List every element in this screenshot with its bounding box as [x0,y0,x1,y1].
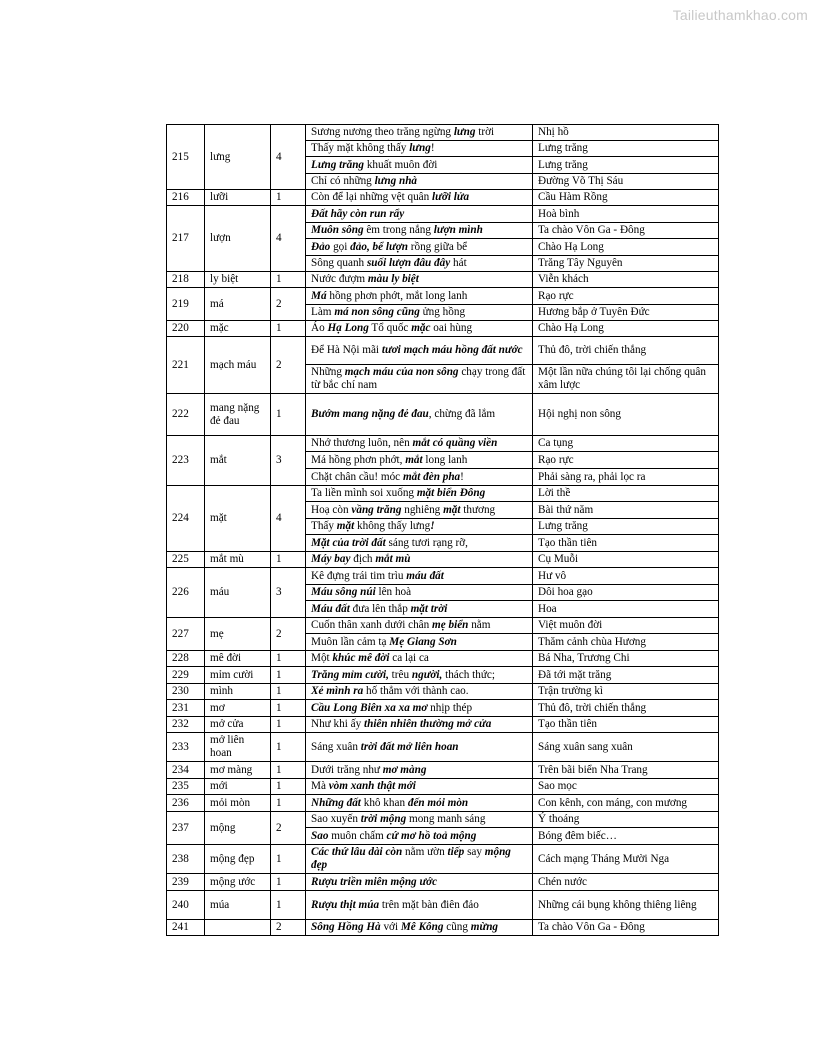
example-line: Sao muôn chấm cứ mơ hồ toả mộng [306,828,533,845]
entry-number: 227 [167,618,205,651]
example-line: Ta liền mình soi xuống mặt biển Đông [306,486,533,502]
entry-word: lưng [205,125,271,190]
example-line: Đảo gọi đảo, bể lượn rồng giữa bể [306,239,533,256]
entry-number: 220 [167,321,205,337]
source-title: Con kênh, con máng, con mương [533,795,719,812]
entry-number: 225 [167,552,205,568]
entry-count: 1 [271,552,306,568]
entry-word: mở liên hoan [205,733,271,762]
entry-number: 241 [167,920,205,936]
entry-word: mơ [205,700,271,717]
table-row [167,795,719,812]
entry-word: mơ màng [205,762,271,779]
example-line: Rượu thịt múa trên mặt bàn điên đảo [306,891,533,920]
entry-number: 216 [167,190,205,206]
entry-count: 1 [271,684,306,700]
entry-number: 223 [167,436,205,486]
table-row [167,812,719,828]
entry-count: 4 [271,486,306,552]
example-line: Muôn lần cảm tạ Mẹ Giang Sơn [306,634,533,651]
entry-word: lưỡi [205,190,271,206]
entry-count: 1 [271,272,306,288]
table-row [167,891,719,920]
entry-count: 4 [271,125,306,190]
source-title: Lưng trăng [533,519,719,535]
example-line: Các thứ lâu dài còn nằm ườn tiếp say mộng đẹp [306,845,533,874]
table-row [167,206,719,223]
entry-word: mê đời [205,651,271,667]
entry-count: 1 [271,874,306,891]
table-row [167,651,719,667]
entry-number: 217 [167,206,205,272]
source-title: Chào Hạ Long [533,321,719,337]
table-row [167,552,719,568]
entry-word: mộng ước [205,874,271,891]
source-title: Chén nước [533,874,719,891]
entry-word: mặt [205,486,271,552]
entry-number: 221 [167,337,205,394]
source-title: Tạo thần tiên [533,535,719,552]
entry-word: ly biệt [205,272,271,288]
source-title: Lưng trăng [533,141,719,157]
example-line: Nước đượm màu ly biệt [306,272,533,288]
entry-count: 1 [271,717,306,733]
source-title: Tạo thần tiên [533,717,719,733]
entry-word: múa [205,891,271,920]
entry-number: 229 [167,667,205,684]
entry-count: 1 [271,762,306,779]
source-title: Những cái bụng không thiêng liêng [533,891,719,920]
entry-number: 224 [167,486,205,552]
entry-count: 3 [271,568,306,618]
entry-word: mắt [205,436,271,486]
entry-count: 1 [271,733,306,762]
source-title: Lời thề [533,486,719,502]
example-line: Cầu Long Biên xa xa mơ nhịp thép [306,700,533,717]
entry-word: mộng đẹp [205,845,271,874]
example-line: Má hồng phơn phớt, mắt long lanh [306,452,533,469]
table-row [167,288,719,305]
entry-number: 219 [167,288,205,321]
example-line: Máu sông núi lên hoà [306,585,533,601]
entry-word: mở cửa [205,717,271,733]
source-title: Cụ Muỗi [533,552,719,568]
lexicon-table-body [167,125,719,936]
source-title: Lưng trăng [533,157,719,174]
example-line: Bướm mang nặng đẻ đau, chừng đã lắm [306,394,533,436]
source-title: Thủ đô, trời chiến thắng [533,337,719,365]
example-line: Sáng xuân trời đất mở liên hoan [306,733,533,762]
entry-count: 2 [271,288,306,321]
entry-number: 231 [167,700,205,717]
table-row [167,272,719,288]
table-row [167,779,719,795]
source-title: Hoa [533,601,719,618]
example-line: Còn để lại những vệt quân lưỡi lửa [306,190,533,206]
entry-count: 1 [271,321,306,337]
entry-number: 237 [167,812,205,845]
example-line: Lưng trăng khuất muôn đời [306,157,533,174]
entry-count: 1 [271,667,306,684]
table-row [167,717,719,733]
example-line: Áo Hạ Long Tổ quốc mặc oai hùng [306,321,533,337]
source-title: Sao mọc [533,779,719,795]
table-row [167,125,719,141]
entry-count: 2 [271,920,306,936]
entry-word: má [205,288,271,321]
source-title: Cầu Hàm Rồng [533,190,719,206]
table-row [167,845,719,874]
example-line: Rượu triền miên mộng ước [306,874,533,891]
entry-word: mỏi mòn [205,795,271,812]
source-title: Trên bãi biển Nha Trang [533,762,719,779]
source-title: Đường Võ Thị Sáu [533,174,719,190]
example-line: Máy bay địch mắt mù [306,552,533,568]
table-row [167,190,719,206]
example-line: Cuốn thân xanh dưới chân mẹ biển nằm [306,618,533,634]
example-line: Kê đựng trái tim trìu máu đất [306,568,533,585]
example-line: Như khi ấy thiên nhiên thường mở cửa [306,717,533,733]
source-title: Bóng đêm biếc… [533,828,719,845]
table-row [167,667,719,684]
example-line: Trăng mỉm cười, trêu người, thách thức; [306,667,533,684]
entry-number: 232 [167,717,205,733]
example-line: Một khúc mê đời ca lại ca [306,651,533,667]
entry-number: 236 [167,795,205,812]
source-title: Trăng Tây Nguyên [533,256,719,272]
source-title: Đã tới mặt trăng [533,667,719,684]
source-title: Hoà bình [533,206,719,223]
example-line: Để Hà Nội mãi tươi mạch máu hồng đất nước [306,337,533,365]
source-title: Một lần nữa chúng tôi lại chống quân xâm lược [533,365,719,394]
table-row [167,618,719,634]
entry-number: 240 [167,891,205,920]
entry-count: 1 [271,394,306,436]
entry-count: 2 [271,337,306,394]
example-line: Chỉ có những lưng nhà [306,174,533,190]
table-row [167,394,719,436]
example-line: Máu đất đưa lên thắp mặt trời [306,601,533,618]
entry-count: 2 [271,812,306,845]
example-line: Dưới trăng như mơ màng [306,762,533,779]
example-line: Sương nương theo trăng ngừng lưng trời [306,125,533,141]
source-title: Hội nghị non sông [533,394,719,436]
source-title: Ý thoáng [533,812,719,828]
entry-count: 2 [271,618,306,651]
table-row [167,874,719,891]
entry-count: 1 [271,845,306,874]
source-title: Hư vô [533,568,719,585]
source-title: Thăm cảnh chùa Hương [533,634,719,651]
entry-word: mang nặng đẻ đau [205,394,271,436]
example-line: Hoạ còn vầng trăng nghiêng mặt thương [306,502,533,519]
example-line: Những đất khô khan đến mỏi mòn [306,795,533,812]
example-line: Má hồng phơn phớt, mắt long lanh [306,288,533,305]
watermark: Tailieuthamkhao.com [672,7,808,23]
entry-word: mỉm cười [205,667,271,684]
example-line: Mà vòm xanh thật mới [306,779,533,795]
table-row [167,436,719,452]
table-row [167,762,719,779]
entry-word: mẹ [205,618,271,651]
source-title: Rạo rực [533,288,719,305]
table-row [167,568,719,585]
entry-number: 239 [167,874,205,891]
entry-number: 228 [167,651,205,667]
entry-count: 1 [271,779,306,795]
lexicon-table [166,124,719,936]
table-row [167,920,719,936]
source-title: Phải sàng ra, phải lọc ra [533,469,719,486]
entry-number: 222 [167,394,205,436]
source-title: Sáng xuân sang xuân [533,733,719,762]
example-line: Làm má non sông cũng ửng hồng [306,305,533,321]
entry-word: mạch máu [205,337,271,394]
entry-count: 4 [271,206,306,272]
entry-count: 1 [271,190,306,206]
source-title: Rạo rực [533,452,719,469]
entry-number: 226 [167,568,205,618]
example-line: Sao xuyến trời mộng mong manh sáng [306,812,533,828]
table-row [167,321,719,337]
example-line: Nhớ thương luôn, nên mắt có quầng viền [306,436,533,452]
example-line: Những mạch máu của non sông chạy trong đất từ bắc chí nam [306,365,533,394]
entry-count: 1 [271,795,306,812]
source-title: Ta chào Vôn Ga - Đông [533,920,719,936]
entry-number: 233 [167,733,205,762]
example-line: Sông quanh suối lượn đâu đây hát [306,256,533,272]
entry-number: 215 [167,125,205,190]
entry-word: mình [205,684,271,700]
source-title: Bài thứ năm [533,502,719,519]
example-line: Thấy mặt không thấy lưng! [306,141,533,157]
example-line: Đất hãy còn run rẩy [306,206,533,223]
entry-number: 218 [167,272,205,288]
example-line: Mặt của trời đất sáng tươi rạng rỡ, [306,535,533,552]
entry-number: 230 [167,684,205,700]
example-line: Muôn sông êm trong nắng lượn mình [306,223,533,239]
entry-word: lượn [205,206,271,272]
source-title: Chào Hạ Long [533,239,719,256]
table-row [167,684,719,700]
entry-word: mắt mù [205,552,271,568]
entry-word: mới [205,779,271,795]
entry-word: mộng [205,812,271,845]
source-title: Bá Nha, Trương Chi [533,651,719,667]
entry-number: 235 [167,779,205,795]
entry-count: 3 [271,436,306,486]
example-line: Thấy mặt không thấy lưng! [306,519,533,535]
table-row [167,337,719,365]
source-title: Thủ đô, trời chiến thắng [533,700,719,717]
entry-count: 1 [271,700,306,717]
entry-word: máu [205,568,271,618]
source-title: Dôi hoa gạo [533,585,719,601]
source-title: Viễn khách [533,272,719,288]
entry-count: 1 [271,651,306,667]
source-title: Ca tụng [533,436,719,452]
source-title: Nhị hồ [533,125,719,141]
source-title: Việt muôn đời [533,618,719,634]
example-line: Sông Hồng Hà với Mê Kông cũng mừng [306,920,533,936]
table-row [167,733,719,762]
entry-number: 234 [167,762,205,779]
entry-word [205,920,271,936]
source-title: Ta chào Vôn Ga - Đông [533,223,719,239]
source-title: Trận trường kì [533,684,719,700]
entry-number: 238 [167,845,205,874]
example-line: Xẻ mình ra hố thẳm với thành cao. [306,684,533,700]
example-line: Chặt chân cầu! móc mắt đèn pha! [306,469,533,486]
source-title: Hương bắp ở Tuyên Đức [533,305,719,321]
entry-word: mặc [205,321,271,337]
source-title: Cách mạng Tháng Mười Nga [533,845,719,874]
table-row [167,486,719,502]
entry-count: 1 [271,891,306,920]
table-row [167,700,719,717]
